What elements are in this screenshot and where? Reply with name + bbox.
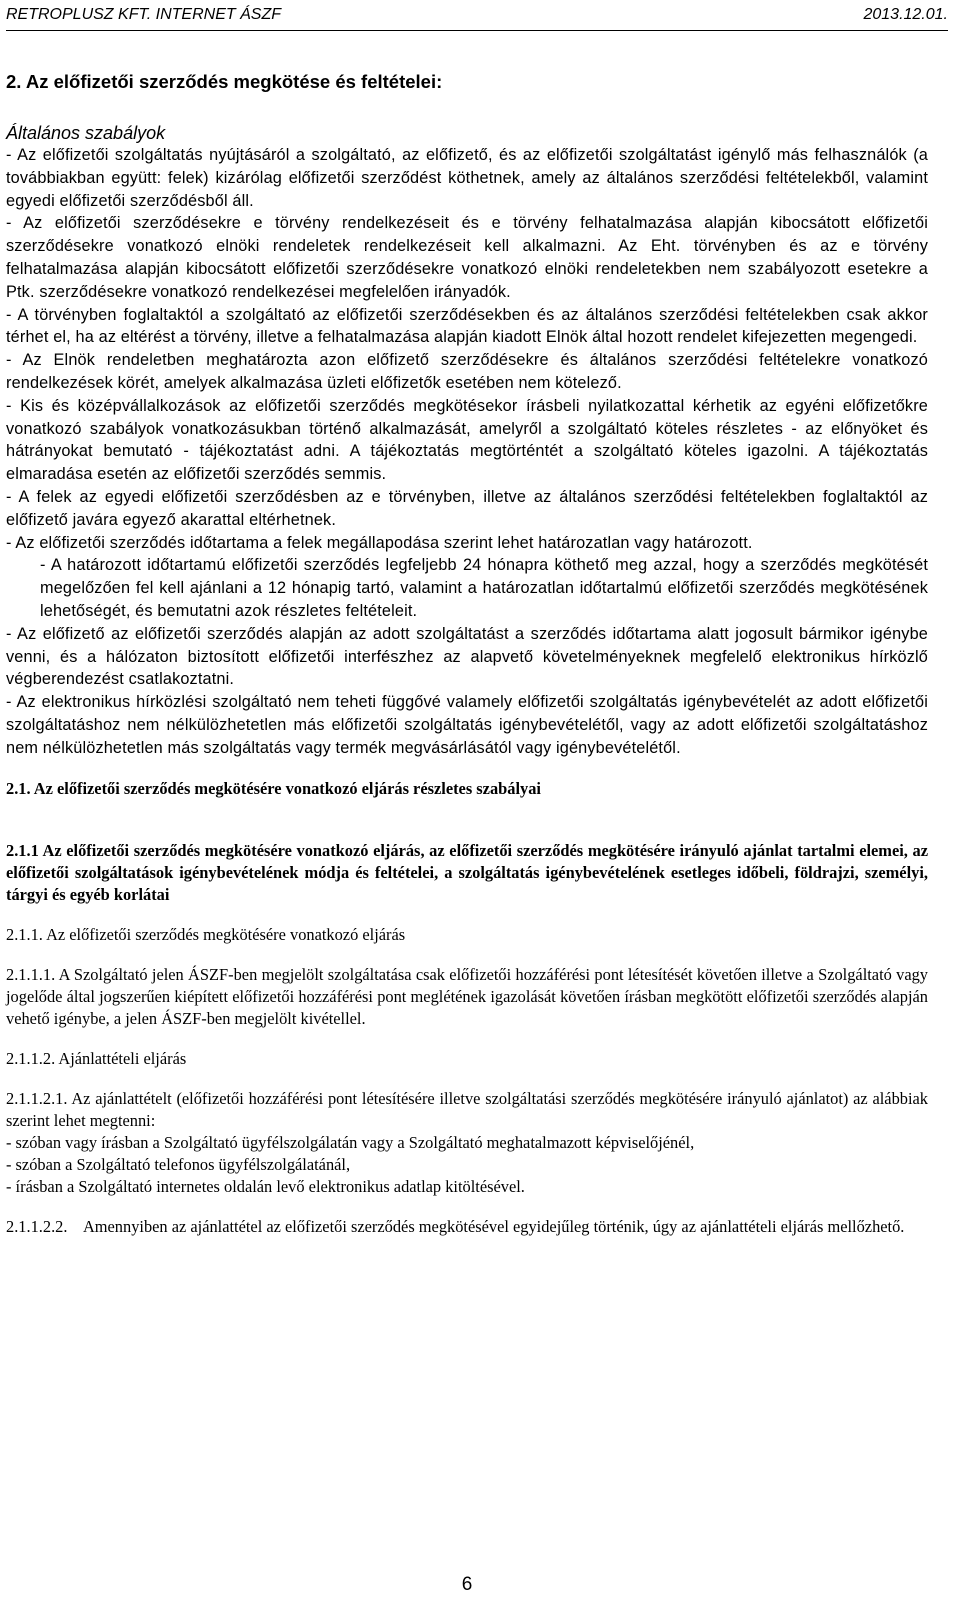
- paragraph: - Az előfizetői szolgáltatás nyújtásáról a szolgáltató, az előfizető, és az előfizetői szolgáltatást igénylő más felhasználók (a továbbiakban együtt: felek) kizárólag előfizetői szerződést köthetnek, amely az általános szerződési feltételekből, valamint egyedi előfizetői szerződésből áll.: [6, 146, 928, 210]
- offer-method-item: - írásban a Szolgáltató internetes oldalán levő elektronikus adatlap kitöltésével.: [6, 1176, 525, 1196]
- indented-paragraph: - A határozott időtartamú előfizetői szerződés legfeljebb 24 hónapra köthető meg azzal, hogy a szerződés megkötését megelőzően fel kell ajánlani a 12 hónapig tartó, valamint a határozatlan időtartalmú előfizetői szerződés megkötésének lehetőségét, és bemutatni azok részletes feltételeit.: [40, 556, 928, 620]
- offer-method-item: - szóban a Szolgáltató telefonos ügyfélszolgálatánál,: [6, 1154, 351, 1174]
- page-header: [6, 6, 948, 28]
- subsection-2-1-1-2-heading: 2.1.1.2. Ajánlattételi eljárás: [6, 1048, 187, 1068]
- subsection-2-1-1-title: 2.1.1 Az előfizetői szerződés megkötésére vonatkozó eljárás, az előfizetői szerződés megkötésére irányuló ajánlat tartalmi elemei, az előfizetői szolgáltatások igénybevételének módja és feltételei, a szolgáltatás igénybevételének esetleges időbeli, földrajzi, személyi, tárgyi és egyéb korlátai: [6, 840, 928, 904]
- page-number: 6: [461, 1574, 473, 1595]
- header-divider: [6, 30, 948, 31]
- paragraph: - Az előfizetői szerződésekre e törvény rendelkezéseit és e törvény felhatalmazása alapján kibocsátott előfizetői szerződésekre vonatkozó elnöki rendeletek rendelkezéseit kell alkalmazni. Az Eht. törvényben és az e törvény felhatalmazása alapján kibocsátott előfizetői szerződésekre vonatkozó elnöki rendeletekben nem szabályozott esetekre a Ptk. szerződésekre vonatkozó rendelkezései megfelelően irányadók.: [6, 214, 928, 301]
- paragraph: - Kis és középvállalkozások az előfizetői szerződés megkötésekor írásbeli nyilatkozattal kérhetik az egyéni előfizetőkre vonatkozó szabályok vonatkozásukban történő alkalmazását, amelyről a szolgáltató köteles részletes - az előnyöket és hátrányokat bemutató - tájékoztatást adni. A tájékoztatás megtörténtét a szolgáltató köteles igazolni. A tájékoztatás elmaradása esetén az előfizetői szerződés semmis.: [6, 396, 928, 484]
- paragraph-2-1-1-2-2: 2.1.1.2.2. Amennyiben az ajánlattétel az előfizetői szerződés megkötésével egyidejűleg történik, úgy az ajánlattételi eljárás mellőzhető.: [6, 1216, 905, 1236]
- document-body: [6, 70, 928, 1238]
- paragraph: - A felek az egyedi előfizetői szerződésben az e törvényben, illetve az általános szerződési feltételekben foglaltaktól az előfizető javára egyező akarattal eltérhetnek.: [6, 487, 928, 529]
- general-rules-title: Általános szabályok: [6, 123, 166, 143]
- paragraph-2-1-1-1: 2.1.1.1. A Szolgáltató jelen ÁSZF-ben megjelölt szolgáltatása csak előfizetői hozzáférési pont létesítését követően illetve a Szolgáltató vagy jogelőde által jogszerűen kiépített előfizetői hozzáférési pont meglétének igazolását követően írásban megkötött előfizetői szerződés alapján vehető igénybe, a jelen ÁSZF-ben megjelölt kivétellel.: [6, 964, 928, 1028]
- paragraph: - Az Elnök rendeletben meghatározta azon előfizető szerződésekre és általános szerződési feltételekre vonatkozó rendelkezések körét, amelyek alkalmazása üzleti előfizetők esetében nem kötelező.: [6, 351, 928, 392]
- paragraph-2-1-1-2-1: 2.1.1.2.1. Az ajánlattételt (előfizetői hozzáférési pont létesítésére illetve szolgáltatási szerződés megkötésére irányuló ajánlatot) az alábbiak szerint lehet megtenni:: [6, 1088, 928, 1130]
- paragraph: - A törvényben foglaltaktól a szolgáltató az előfizetői szerződésekben és az általános szerződési feltételekben csak akkor térhet el, ha az eltérést a törvény, illetve a felhatalmazása alapján kiadott Elnök által hozott rendelet kifejezetten megengedi.: [6, 305, 928, 347]
- section-title: 2. Az előfizetői szerződés megkötése és feltételei:: [6, 71, 443, 92]
- subsection-2-1-1-heading: 2.1.1. Az előfizetői szerződés megkötésére vonatkozó eljárás: [6, 924, 406, 944]
- header-date: 2013.12.01.: [863, 6, 948, 23]
- paragraph: - Az előfizetői szerződés időtartama a felek megállapodása szerint lehet határozatlan vagy határozott.: [6, 533, 753, 552]
- header-company: RETROPLUSZ KFT. INTERNET ÁSZF: [6, 6, 281, 23]
- paragraph: - Az elektronikus hírközlési szolgáltató nem teheti függővé valamely előfizetői szolgáltatás igénybevételét az adott előfizetői szolgáltatáshoz nem nélkülözhetetlen más előfizetői szolgáltatás igénybevételétől, vagy az adott előfizetői szolgáltatáshoz nem nélkülözhetetlen más szolgáltatás vagy termék megvásárlásától vagy igénybevételétől.: [6, 693, 928, 757]
- subsection-2-1-title: 2.1. Az előfizetői szerződés megkötésére vonatkozó eljárás részletes szabályai: [6, 778, 541, 798]
- paragraph: - Az előfizető az előfizetői szerződés alapján az adott szolgáltatást a szerződés időtartama alatt jogosult bármikor igénybe venni, és a hálózaton biztosított előfizetői interfészhez az alapvető követelményeknek megfelelő elektronikus hírközlő végberendezést csatlakoztatni.: [6, 624, 928, 689]
- offer-method-item: - szóban vagy írásban a Szolgáltató ügyfélszolgálatán vagy a Szolgáltató meghatalmazott képviselőjénél,: [6, 1132, 695, 1152]
